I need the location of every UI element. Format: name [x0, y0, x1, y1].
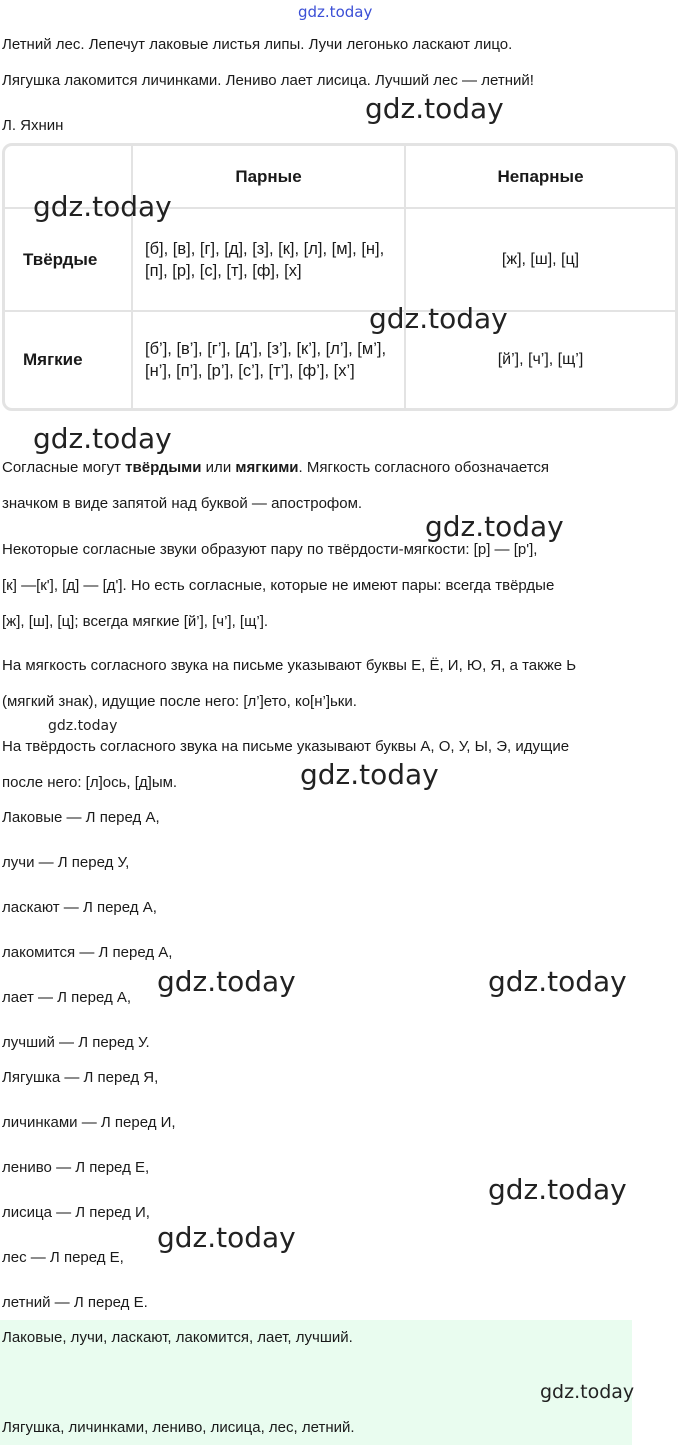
word-line: Лягушка — Л перед Я, [2, 1069, 159, 1086]
word-line: лисица — Л перед И, [2, 1204, 150, 1221]
watermark: gdz.today [48, 718, 118, 734]
para-2-line-1: Некоторые согласные звуки образуют пару по твёрдости-мягкости: [р] — [р'], [2, 541, 538, 558]
soft-unpaired-cell: [й’], [ч’], [щ’] [497, 351, 584, 368]
hard-paired-text: [б], [в], [г], [д], [з], [к], [л], [м], [н], [п], [р], [с], [т], [ф], [х] [145, 239, 385, 280]
word-line: лучший — Л перед У. [2, 1034, 150, 1051]
row-soft-label: Мягкие [5, 312, 133, 408]
watermark: gdz.today [157, 965, 296, 998]
word-line: ласкают — Л перед А, [2, 899, 157, 916]
para-3-line-1: На мягкость согласного звука на письме указывают буквы Е, Ё, И, Ю, Я, а также Ь [2, 657, 577, 674]
word-line: Лаковые — Л перед А, [2, 809, 160, 826]
watermark: gdz.today [488, 1173, 627, 1206]
poem-line-2: Лягушка лакомится личинками. Лениво лает лисица. Лучший лес — летний! [2, 72, 534, 89]
soft-paired-cell [133, 312, 406, 408]
watermark: gdz.today [488, 965, 627, 998]
watermark: gdz.today [425, 510, 564, 543]
word-line: лает — Л перед А, [2, 989, 132, 1006]
word-line: личинками — Л перед И, [2, 1114, 176, 1131]
summary-line-2: Лягушка, личинками, лениво, лисица, лес, летний. [2, 1419, 355, 1436]
consonants-table [2, 143, 678, 411]
poem-author: Л. Яхнин [2, 117, 64, 134]
word-line: лакомится — Л перед А, [2, 944, 173, 961]
word-line: лучи — Л перед У, [2, 854, 130, 871]
para-4-line-1: На твёрдость согласного звука на письме указывают буквы А, О, У, Ы, Э, идущие [2, 738, 570, 755]
watermark: gdz.today [540, 1381, 635, 1403]
poem-line-1: Летний лес. Лепечут лаковые листья липы. Лучи легонько ласкают лицо. [2, 36, 513, 53]
word-line: лес — Л перед Е, [2, 1249, 124, 1266]
watermark: gdz.today [157, 1221, 296, 1254]
summary-line-1: Лаковые, лучи, ласкают, лакомится, лает, лучший. [2, 1329, 353, 1346]
row-hard-label: Твёрдые [5, 209, 133, 312]
para-2-line-2: [к] —[к'], [д] — [д']. Но есть согласные, которые не имеют пары: всегда твёрдые [2, 577, 555, 594]
watermark-top: gdz.today [298, 3, 373, 21]
watermark: gdz.today [365, 92, 504, 125]
para-1-line-2: значком в виде запятой над буквой — апострофом. [2, 495, 363, 512]
word-line: летний — Л перед Е. [2, 1294, 148, 1311]
hard-unpaired-cell: [ж], [ш], [ц] [406, 209, 675, 312]
word-line: лениво — Л перед Е, [2, 1159, 150, 1176]
watermark: gdz.today [369, 302, 508, 335]
watermark: gdz.today [300, 758, 439, 791]
para-4-line-2: после него: [л]ось, [д]ым. [2, 774, 178, 791]
hard-paired-cell [133, 209, 406, 312]
header-paired: Парные [133, 146, 406, 209]
header-unpaired: Непарные [406, 146, 675, 209]
para-3-line-2: (мягкий знак), идущие после него: [л’]ето, ко[н’]ьки. [2, 693, 357, 710]
para-2-line-3: [ж], [ш], [ц]; всегда мягкие [й’], [ч’], [щ’]. [2, 613, 269, 630]
watermark: gdz.today [33, 422, 172, 455]
soft-paired-text: [б’], [в’], [г’], [д’], [з’], [к’], [л’], [м’], [н’], [п’], [р’], [с’], [т’], [ф’], [х’] [145, 340, 387, 380]
watermark: gdz.today [33, 190, 172, 223]
para-1-line-1: Согласные могут твёрдыми или мягкими. Мягкость согласного обозначается [2, 459, 550, 476]
